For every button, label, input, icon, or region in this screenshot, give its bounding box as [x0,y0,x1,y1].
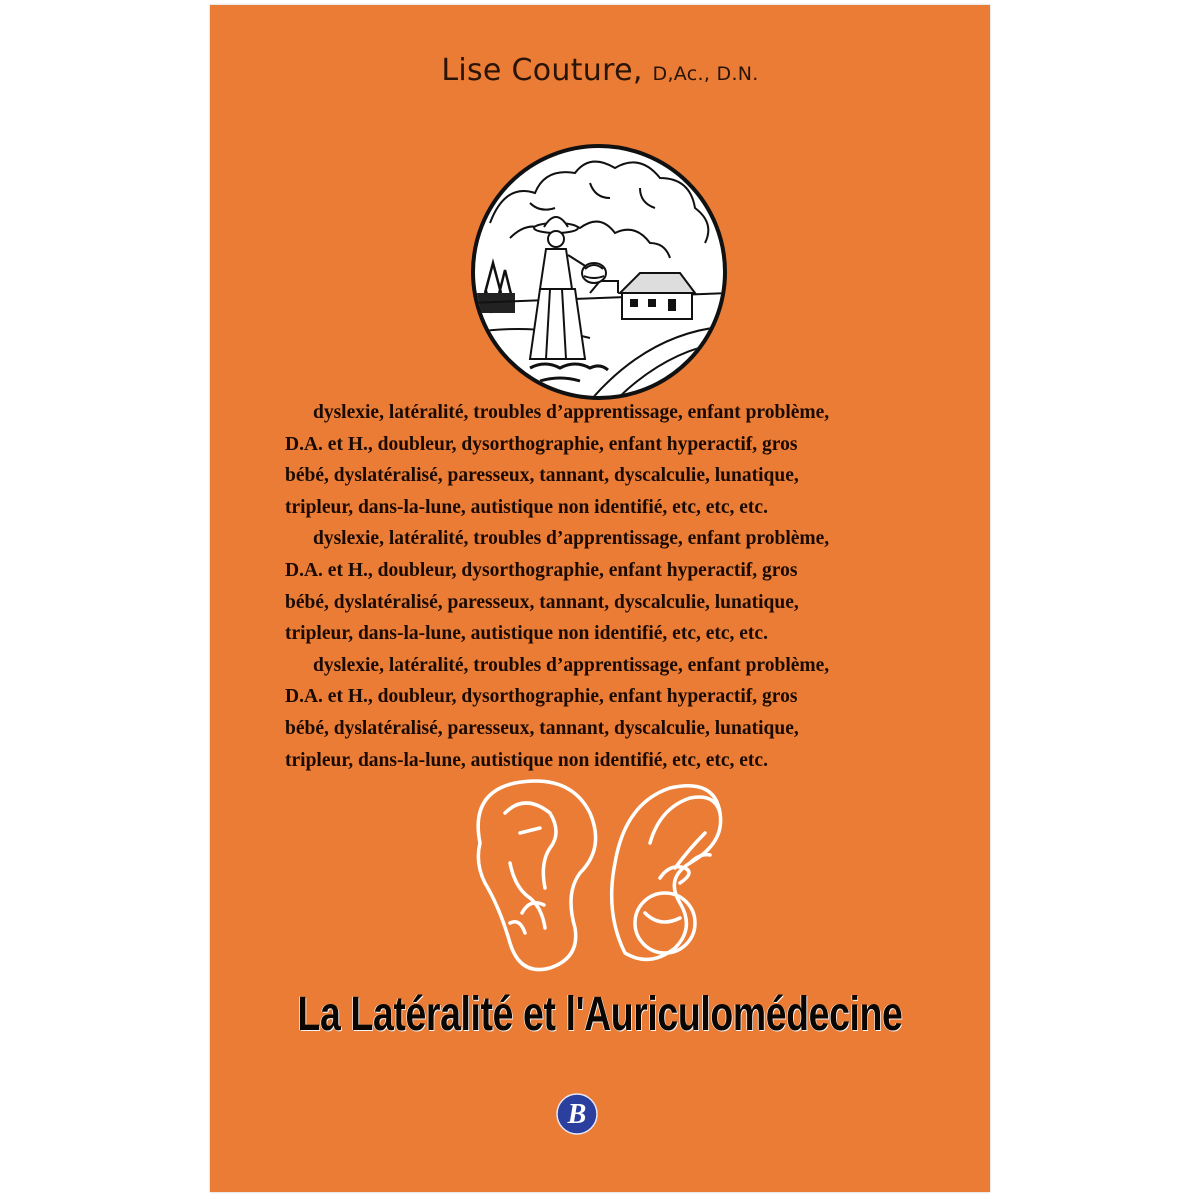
blurb-line: bébé, dyslatéralisé, paresseux, tannant, dyscalculie, lunatique, [285,465,799,487]
author-credentials: D,Ac., D.N. [652,63,759,85]
blurb-paragraph [285,523,925,649]
blurb-line: dyslexie, latéralité, troubles d’apprentissage, enfant problème, [313,402,830,423]
blurb-line: D.A. et H., doubleur, dysorthographie, enfant hyperactif, gros [285,686,798,708]
blurb-line: dyslexie, latéralité, troubles d’apprentissage, enfant problème, [313,654,830,676]
farmer-woman-illustration [470,143,728,401]
blurb-line: bébé, dyslatéralisé, paresseux, tannant, dyscalculie, lunatique, [285,591,799,613]
blurb-paragraph [285,650,925,776]
book-cover [210,5,990,1192]
publisher-logo-icon [555,1092,599,1136]
blurb-paragraph [285,397,925,523]
ear-line-drawing [450,773,750,973]
blurb-line: tripleur, dans-la-lune, autistique non identifié, etc, etc, etc. [285,496,768,518]
blurb-line: bébé, dyslatéralisé, paresseux, tannant, dyscalculie, lunatique, [285,717,799,739]
blurb-text [285,397,925,776]
author-name: Lise Couture, [441,53,643,88]
blurb-line: tripleur, dans-la-lune, autistique non identifié, etc, etc, etc. [285,623,768,645]
blurb-line: D.A. et H., doubleur, dysorthographie, enfant hyperactif, gros [285,433,798,455]
blurb-line: dyslexie, latéralité, troubles d’apprentissage, enfant problème, [313,528,830,550]
blurb-line: tripleur, dans-la-lune, autistique non identifié, etc, etc, etc. [285,749,768,771]
author-line [210,53,990,88]
blurb-line: D.A. et H., doubleur, dysorthographie, enfant hyperactif, gros [285,559,798,581]
publisher-mark: B [567,1099,587,1130]
book-title: La Latéralité et l'Auriculomédecine [297,988,903,1041]
